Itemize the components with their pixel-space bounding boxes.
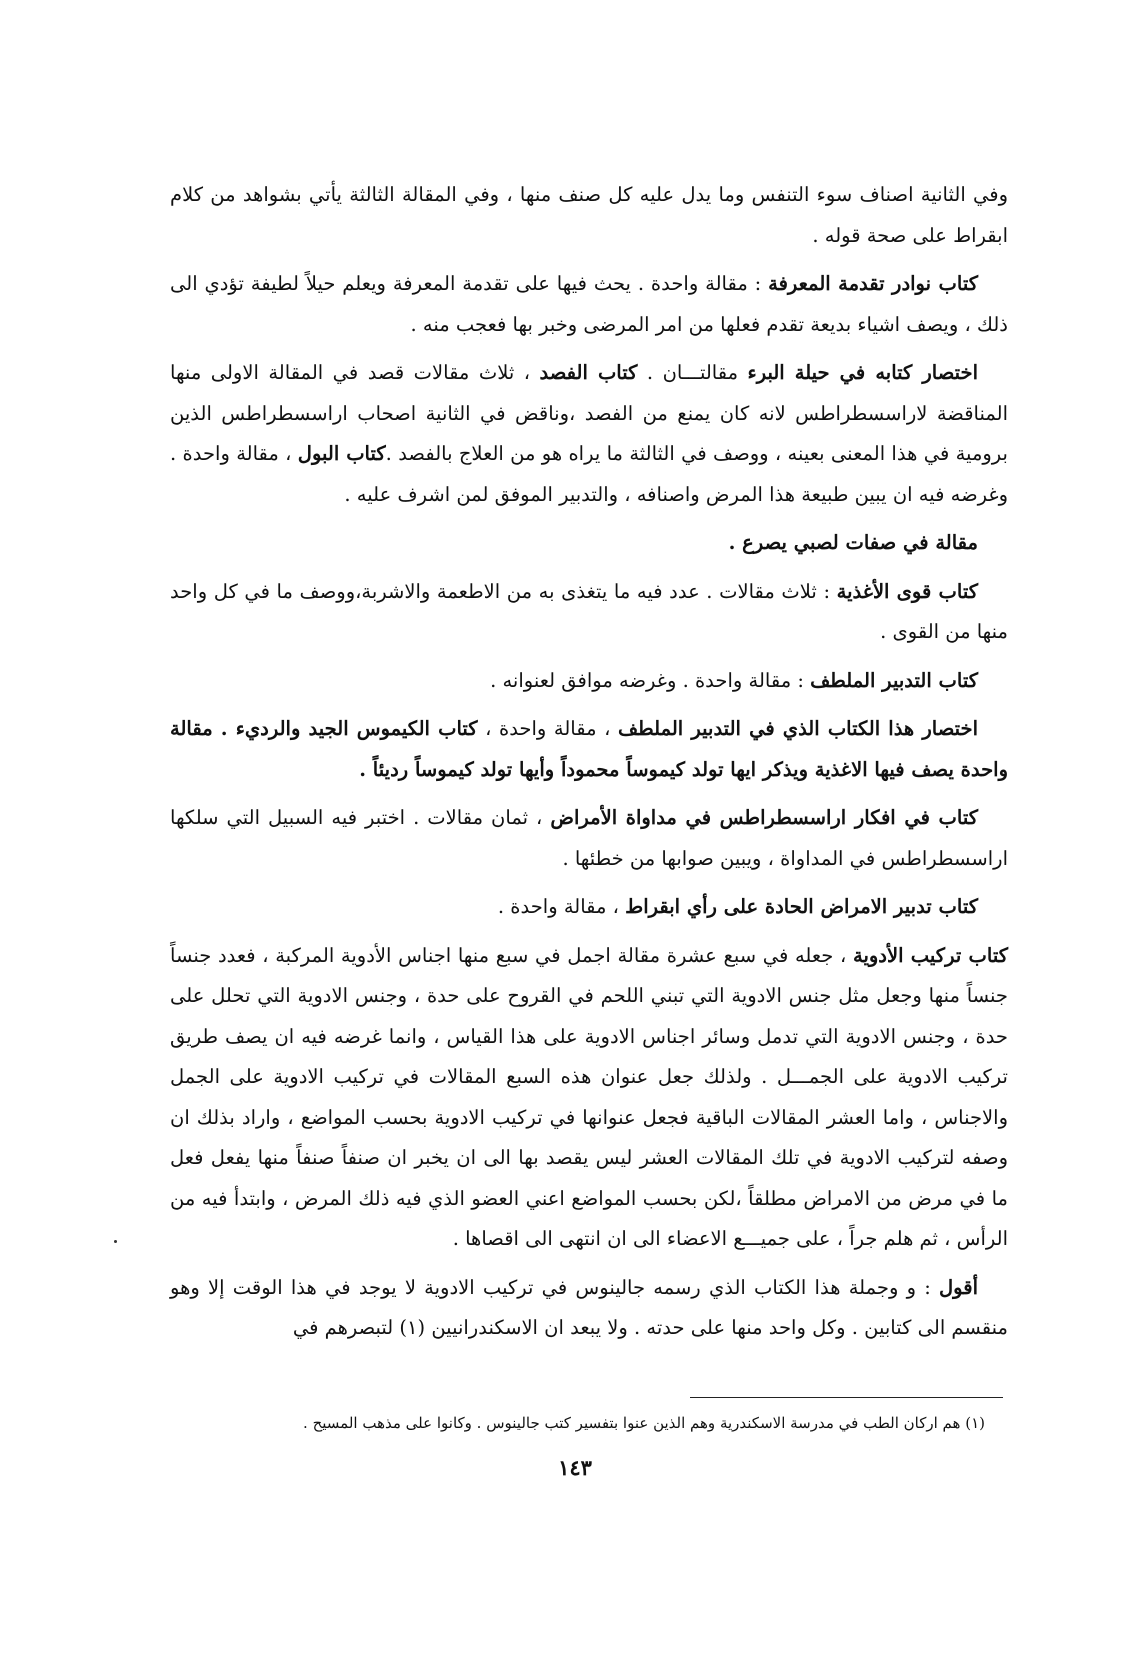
paragraph [170, 887, 1008, 928]
paragraph [170, 661, 1008, 702]
scan-speck [114, 1240, 117, 1243]
book-title-text: اختصار كتابه في حيلة البرء [747, 361, 978, 384]
book-title-text: مقالة في صفات لصبي يصرع . [728, 531, 978, 554]
body-text: ، مقالة واحدة . وغرضه فيه ان يبين طبيعة هذا المرض واصنافه ، والتدبير الموفق لمن اشرف عليه . [170, 442, 1008, 506]
book-title-text: كتاب في افكار اراسسطراطس في مداواة الأمراض [550, 806, 978, 829]
paragraph [170, 798, 1008, 879]
body-text: : ثلاث مقالات . عدد فيه ما يتغذى به من الاطعمة والاشربة،ووصف ما في كل واحد منها من القوى . [170, 579, 1008, 643]
paragraph [170, 572, 1008, 653]
main-text [170, 175, 1008, 1357]
paragraph [170, 709, 1008, 790]
book-title-text: أقول [939, 1275, 978, 1299]
body-text: : مقالة واحدة . وغرضه موافق لعنوانه . [490, 668, 811, 692]
book-title-text: كتاب قوى الأغذية [836, 579, 978, 603]
paragraph [170, 1268, 1008, 1349]
paragraph [170, 264, 1008, 345]
footnote-divider [690, 1397, 1003, 1398]
body-text: : مقالة واحدة . يحث فيها على تقدمة المعرفة ويعلم حيلاً لطيفة تؤدي الى ذلك ، ويصف اشياء بديعة تقدم فعلها من امر المرضى وخبر بها فعجب منه . [170, 272, 1008, 336]
book-title-text: كتاب تدبير الامراض الحادة على رأي ابقراط [625, 895, 978, 918]
body-text: وفي الثانية اصناف سوء التنفس وما يدل عليه كل صنف منها ، وفي المقالة الثالثة يأتي بشواهد من كلام ابقراط على صحة قوله . [170, 183, 1008, 247]
book-title-text: كتاب الفصد [539, 361, 638, 384]
book-title-text: كتاب تركيب الأدوية [852, 943, 1008, 967]
book-title-text: اختصار هذا الكتاب الذي في التدبير الملطف [617, 717, 978, 740]
body-text: ، ثلاث مقالات قصد في المقالة الاولى منها المناقضة لاراسسطراطس لانه كان يمنع من الفصد ،وناقض في الثانية اصحاب اراسسطراطس الذين برومية في هذا المعنى بعينه ، ووصف في الثالثة ما يراه هو من العلاج بالفصد . [170, 361, 1008, 465]
footnote: (١) هم اركان الطب في مدرسة الاسكندرية وهم الذين عنوا بتفسير كتب جالينوس . وكانوا على مذهب المسيح . [303, 1414, 985, 1432]
book-title-text: كتاب البول [297, 442, 386, 465]
book-title-text: كتاب نوادر تقدمة المعرفة [768, 272, 978, 295]
book-title-text: كتاب الكيموس الجيد والرديء . مقالة واحدة يصف فيها الاغذية ويذكر ايها تولد كيموساً محموداً وأيها تولد كيموساً رديئاً . [170, 717, 1008, 781]
body-text: مقالتـــان . [637, 361, 748, 384]
body-text: ، مقالة واحدة ، [477, 717, 618, 740]
paragraph [170, 523, 1008, 564]
paragraph [170, 175, 1008, 256]
body-text: ، ثمان مقالات . اختبر فيه السبيل التي سلكها اراسسطراطس في المداواة ، ويبين صوابها من خطئها . [170, 806, 1008, 870]
paragraph [170, 353, 1008, 515]
body-text: ، جعله في سبع عشرة مقالة اجمل في سبع منها اجناس الأدوية المركبة ، فعدد جنساً جنساً منها وجعل مثل جنس الادوية التي تبني اللحم في القروح على حدة ، وجنس الادوية التي تحلل على حدة ، وجنس الادوية التي تدمل وسائر اجناس الادوية على هذا القياس ، وانما غرضه فيه ان يصف طريق تركيب الادوية على الجمـــل . ولذلك جعل عنوان هذه السبع المقالات في تركيب الادوية على الجمل والاجناس ، واما العشر المقالات الباقية فجعل عنوانها في تركيب الادوية بحسب المواضع ، واراد بذلك ان وصفه لتركيب الادوية في تلك المقالات العشر ليس يقصد بها الى ان يخبر ان صنفاً صنفاً منها يفعل فعل ما في مرض من الامراض مطلقاً ،لكن بحسب المواضع اعني العضو الذي فيه ذلك المرض ، وابتدأ فيه من الرأس ، ثم هلم جراً ، على جميـــع الاعضاء الى ان انتهى الى اقصاها . [170, 943, 1008, 1250]
book-title-text: كتاب التدبير الملطف [810, 668, 978, 692]
body-text: ، مقالة واحدة . [497, 895, 626, 918]
body-text: : و وجملة هذا الكتاب الذي رسمه جالينوس في تركيب الادوية لا يوجد في هذا الوقت إلا وهو منقسم الى كتابين . وكل واحد منها على حدته . ولا يبعد ان الاسكندرانيين (١) لتبصرهم في [170, 1275, 1008, 1339]
page-number: ١٤٣ [558, 1455, 592, 1480]
paragraph [170, 936, 1008, 1260]
